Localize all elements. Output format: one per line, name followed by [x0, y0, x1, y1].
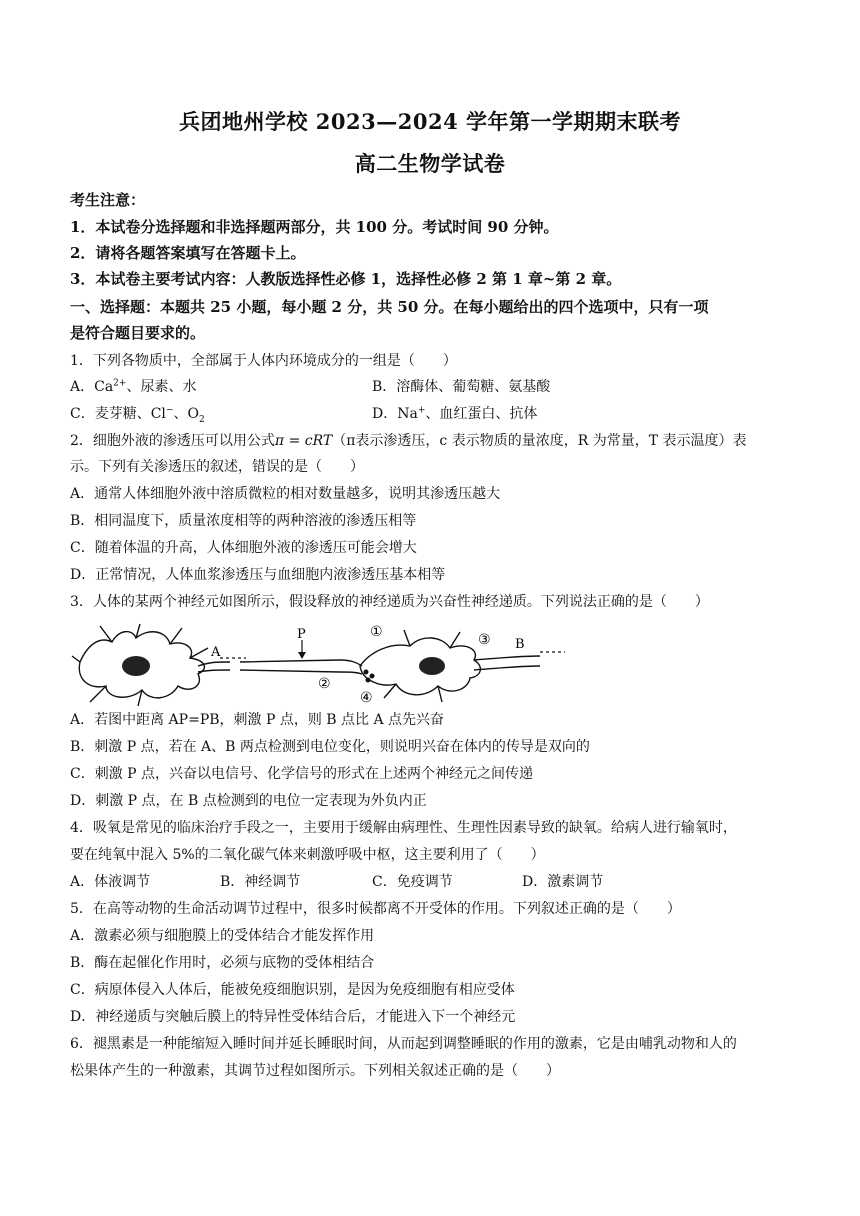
q3-option-b: B．刺激 P 点，若在 A、B 两点检测到电位变化，则说明兴奋在体内的传导是双向的 [70, 739, 590, 755]
section-heading-line1: 一、选择题：本题共 25 小题，每小题 2 分，共 50 分。在每小题给出的四个选项中，只有一项 [70, 298, 709, 316]
notice-heading: 考生注意： [70, 191, 146, 209]
vesicle [366, 678, 371, 683]
q1-option-c-sup: − [165, 405, 174, 416]
q1-option-c [70, 405, 205, 423]
q2-stem [70, 432, 792, 450]
q1-option-d-sup: + [417, 405, 426, 416]
q1-option-d [372, 405, 537, 423]
q3-option-c: C．刺激 P 点，兴奋以电信号、化学信号的形式在上述两个神经元之间传递 [70, 766, 534, 782]
q1-option-b: B．溶酶体、葡萄糖、氨基酸 [372, 379, 551, 395]
exam-title: 兵团地州学校 2023—2024 学年第一学期期末联考 [178, 109, 681, 134]
right-nucleus [419, 657, 445, 675]
q5-stem: 5．在高等动物的生命活动调节过程中，很多时候都离不开受体的作用。下列叙述正确的是（ ） [70, 901, 681, 917]
q1-option-a [70, 378, 196, 396]
q6-stem: 6．褪黑素是一种能缩短入睡时间并延长睡眠时间，从而起到调整睡眠的作用的激素，它是由哺乳动物和人的 [70, 1036, 737, 1052]
q3-option-d: D．刺激 P 点，在 B 点检测到的电位一定表现为外负内正 [70, 793, 427, 809]
q5-option-b: B．酶在起催化作用时，必须与底物的受体相结合 [70, 955, 375, 971]
label-p: P [297, 627, 306, 642]
label-3: ③ [478, 632, 491, 648]
vesicle [364, 670, 369, 675]
q2-stem-line2: 示。下列有关渗透压的叙述，错误的是（ ） [70, 459, 364, 475]
q4-option-c: C．免疫调节 [372, 874, 453, 890]
q5-option-d: D．神经递质与突触后膜上的特异性受体结合后，才能进入下一个神经元 [70, 1009, 516, 1025]
q1-option-c-mid: 、O [173, 406, 199, 422]
label-b: B [515, 637, 525, 652]
right-axon [474, 656, 540, 660]
q5-option-c: C．病原体侵入人体后，能被免疫细胞识别，是因为免疫细胞有相应受体 [70, 982, 515, 998]
q5-option-a: A．激素必须与细胞膜上的受体结合才能发挥作用 [70, 928, 375, 944]
right-axon-lower [474, 666, 540, 670]
q1-option-a-sup: 2+ [113, 378, 127, 389]
q4-option-a: A．体液调节 [70, 874, 151, 890]
section-heading-line2: 是符合题目要求的。 [70, 324, 206, 342]
notice-item-1: 1．本试卷分选择题和非选择题两部分，共 100 分。考试时间 90 分钟。 [70, 218, 559, 236]
notice-item-3: 3．本试卷主要考试内容：人教版选择性必修 1，选择性必修 2 第 1 章~第 2 章。 [70, 270, 622, 288]
middle-fiber [240, 660, 362, 666]
q1-option-c-sub: 2 [198, 414, 205, 425]
q1-option-d-pre: D．Na [372, 406, 418, 422]
q4-stem: 4．吸氧是常见的临床治疗手段之一，主要用于缓解由病理性、生理性因素导致的缺氧。给病人进行输氧时， [70, 820, 737, 836]
q1-option-d-post: 、血红蛋白、抗体 [425, 406, 538, 422]
exam-subtitle: 高二生物学试卷 [354, 151, 506, 176]
q4-option-b: B．神经调节 [220, 874, 301, 890]
q2-stem-post: （π表示渗透压，c 表示物质的量浓度，R 为常量，T 表示温度）表 [332, 433, 747, 449]
vesicle [370, 674, 375, 679]
q1-stem: 1．下列各物质中，全部属于人体内环境成分的一组是（ ） [70, 353, 457, 369]
q2-option-c: C．随着体温的升高，人体细胞外液的渗透压可能会增大 [70, 540, 417, 556]
q1-option-a-pre: A．Ca [70, 379, 114, 395]
q4-option-d: D．激素调节 [522, 874, 604, 890]
q2-stem-pre: 2．细胞外液的渗透压可以用公式 [70, 433, 275, 449]
q1-option-a-post: 、尿素、水 [126, 379, 197, 395]
neuron-diagram [70, 622, 570, 708]
q2-option-d: D．正常情况，人体血浆渗透压与血细胞内液渗透压基本相等 [70, 567, 446, 583]
q1-option-c-pre: C．麦芽糖、Cl [70, 406, 166, 422]
q3-option-a: A．若图中距离 AP=PB，刺激 P 点，则 B 点比 A 点先兴奋 [70, 712, 445, 728]
label-2: ② [318, 676, 331, 692]
q3-stem: 3．人体的某两个神经元如图所示，假设释放的神经递质为兴奋性神经递质。下列说法正确的是（ ） [70, 594, 709, 610]
q2-option-a: A．通常人体细胞外液中溶质微粒的相对数量越多，说明其渗透压越大 [70, 486, 501, 502]
stimulus-arrowhead [298, 652, 306, 659]
left-nucleus [122, 656, 150, 676]
notice-item-2: 2．请将各题答案填写在答题卡上。 [70, 244, 306, 262]
q2-formula: π = cRT [274, 433, 333, 449]
q4-stem-line2: 要在纯氧中混入 5%的二氧化碳气体来刺激呼吸中枢，这主要利用了（ ） [70, 847, 545, 863]
q2-option-b: B．相同温度下，质量浓度相等的两种溶液的渗透压相等 [70, 513, 417, 529]
label-1: ① [370, 624, 383, 640]
label-4: ④ [360, 690, 373, 706]
middle-fiber-lower [240, 670, 362, 674]
q6-stem-line2: 松果体产生的一种激素，其调节过程如图所示。下列相关叙述正确的是（ ） [70, 1063, 560, 1079]
label-a: A [211, 645, 221, 660]
